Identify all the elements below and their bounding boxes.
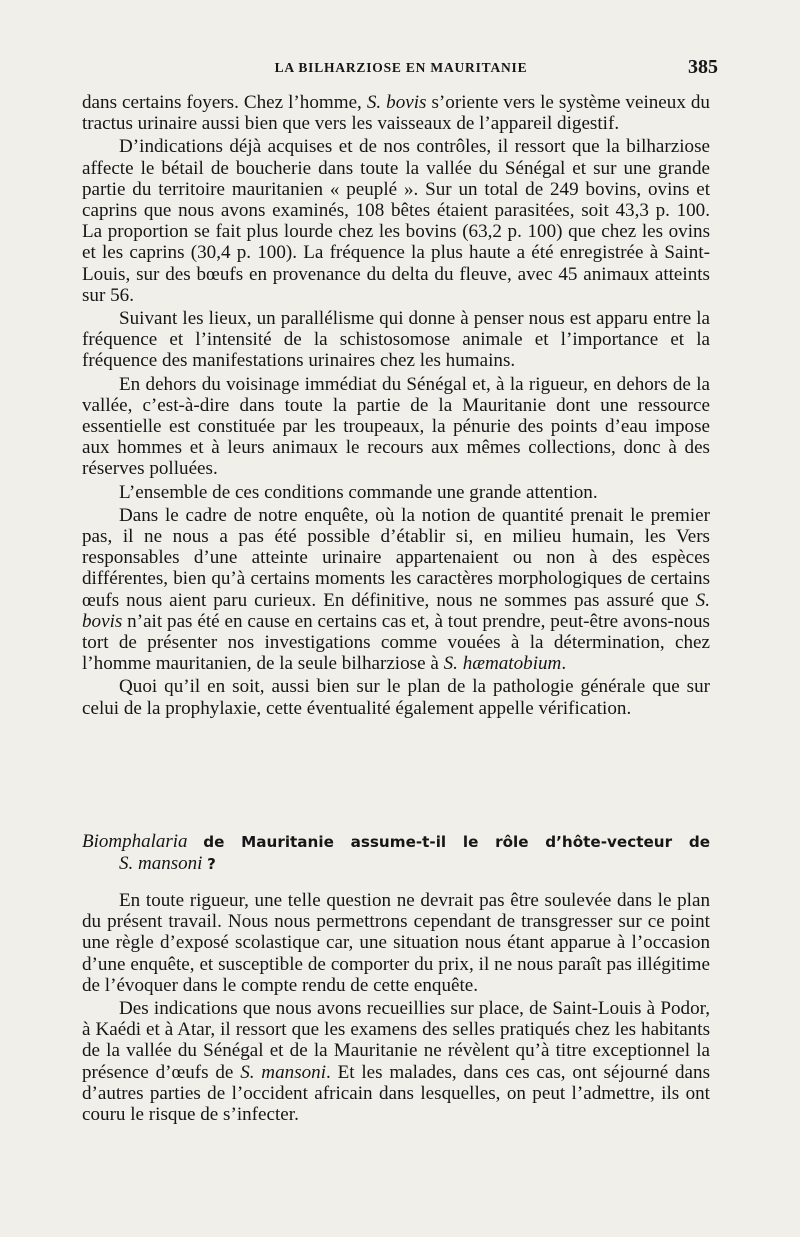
paragraph-6 <box>82 505 710 675</box>
section-heading-line-2 <box>119 853 216 875</box>
running-title: LA BILHARZIOSE EN MAURITANIE <box>274 60 528 75</box>
text-run: Dans le cadre de notre enquête, où la notion de quantité prenait le premier pas, il ne nous a pas été possible d’établir si, en milieu humain, les Vers responsables d’une atteinte urinaire appartenaient ou non à des espèces différentes, bien qu’à certains moments les caractères morphologiques de certains œufs nous aient paru curieux. En définitive, nous ne sommes pas assuré que <box>82 504 710 611</box>
text-run: dans certains foyers. Chez l’homme, <box>82 92 367 113</box>
section-body-1 <box>82 92 710 719</box>
paragraph-3: Suivant les lieux, un parallélisme qui donne à penser nous est apparu entre la fréquence et l’intensité de la schistosomose animale et l’importance et la fréquence des manifestations urinaires chez les humains. <box>82 308 710 372</box>
paragraph-1 <box>82 92 710 134</box>
heading-text: de Mauritanie assume-t-il le rôle d’hôte-vecteur de <box>203 833 710 851</box>
paragraph-9 <box>82 998 710 1125</box>
paragraph-4: En dehors du voisinage immédiat du Sénégal et, à la rigueur, en dehors de la vallée, c’est-à-dire dans toute la partie de la Mauritanie dont une ressource essentielle est constituée par les troupeaux, la pénurie des points d’eau impose aux hommes et à leurs animaux le recours aux mêmes collections, donc à des réserves polluées. <box>82 373 710 480</box>
heading-question-mark: ? <box>207 855 216 873</box>
heading-genus: Biomphalaria <box>82 831 188 852</box>
text-run: s’oriente vers le système veineux du tractus urinaire aussi bien que vers les vaisseaux de l’appareil digestif. <box>82 92 710 135</box>
text-run: . <box>561 653 567 675</box>
species-name: S. bovis <box>366 92 427 113</box>
paragraph-2: D’indications déjà acquises et de nos contrôles, il ressort que la bilharziose affecte le bétail de boucherie dans toute la vallée du Sénégal et sur une grande partie du territoire mauritanien « peuplé ». Sur un total de 249 bovins, ovins et caprins que nous avons examinés, 108 bêtes étaient parasitées, soit 43,3 p. 100. La proportion se fait plus lourde chez les bovins (63,2 p. 100) que chez les ovins et les caprins (30,4 p. 100). La fréquence la plus haute a été enregistrée à Saint-Louis, sur des bœufs en provenance du delta du fleuve, avec 45 animaux atteints sur 56. <box>82 136 710 306</box>
heading-species: S. mansoni <box>119 853 203 874</box>
section-heading <box>82 831 710 853</box>
paragraph-7: Quoi qu’il en soit, aussi bien sur le plan de la pathologie générale que sur celui de la prophylaxie, cette éventualité également appelle vérification. <box>82 676 710 719</box>
species-name: S. bovis <box>82 589 710 632</box>
page-number: 385 <box>688 56 718 78</box>
text-run: . Et les malades, dans ces cas, ont séjourné dans d’autres parties de l’occident africain dans lesquelles, on peut l’admettre, ils ont couru le risque de s’infecter. <box>82 1061 711 1126</box>
text-run: n’ait pas été en cause en certains cas et, à tout prendre, peut-être avons-nous tort de présenter nos investigations comme vouées à la détermination, chez l’homme mauritanien, de la seule bilharziose à <box>82 610 710 675</box>
species-name: S. mansoni <box>240 1061 327 1083</box>
paragraph-5: L’ensemble de ces conditions commande une grande attention. <box>119 481 598 503</box>
species-name: S. hæmatobium <box>443 653 562 675</box>
text-run: Des indications que nous avons recueillies sur place, de Saint-Louis à Podor, à Kaédi et à Atar, il ressort que les examens des selles pratiqués chez les habitants de la vallée du Sénégal et de la Mauritanie ne révèlent qu’à titre exceptionnel la présence d’œufs de <box>82 998 710 1083</box>
paragraph-8: En toute rigueur, une telle question ne devrait pas être soulevée dans le plan du présent travail. Nous nous permettrons cependant de transgresser sur ce point une règle d’exposé scolastique car, une situation nous étant apparue à l’occasion d’une enquête, et susceptible de comporter du prix, il ne nous paraît pas illégitime de l’évoquer dans le compte rendu de cette enquête. <box>82 890 710 996</box>
section-body-2 <box>82 890 710 1125</box>
running-head <box>84 56 718 80</box>
